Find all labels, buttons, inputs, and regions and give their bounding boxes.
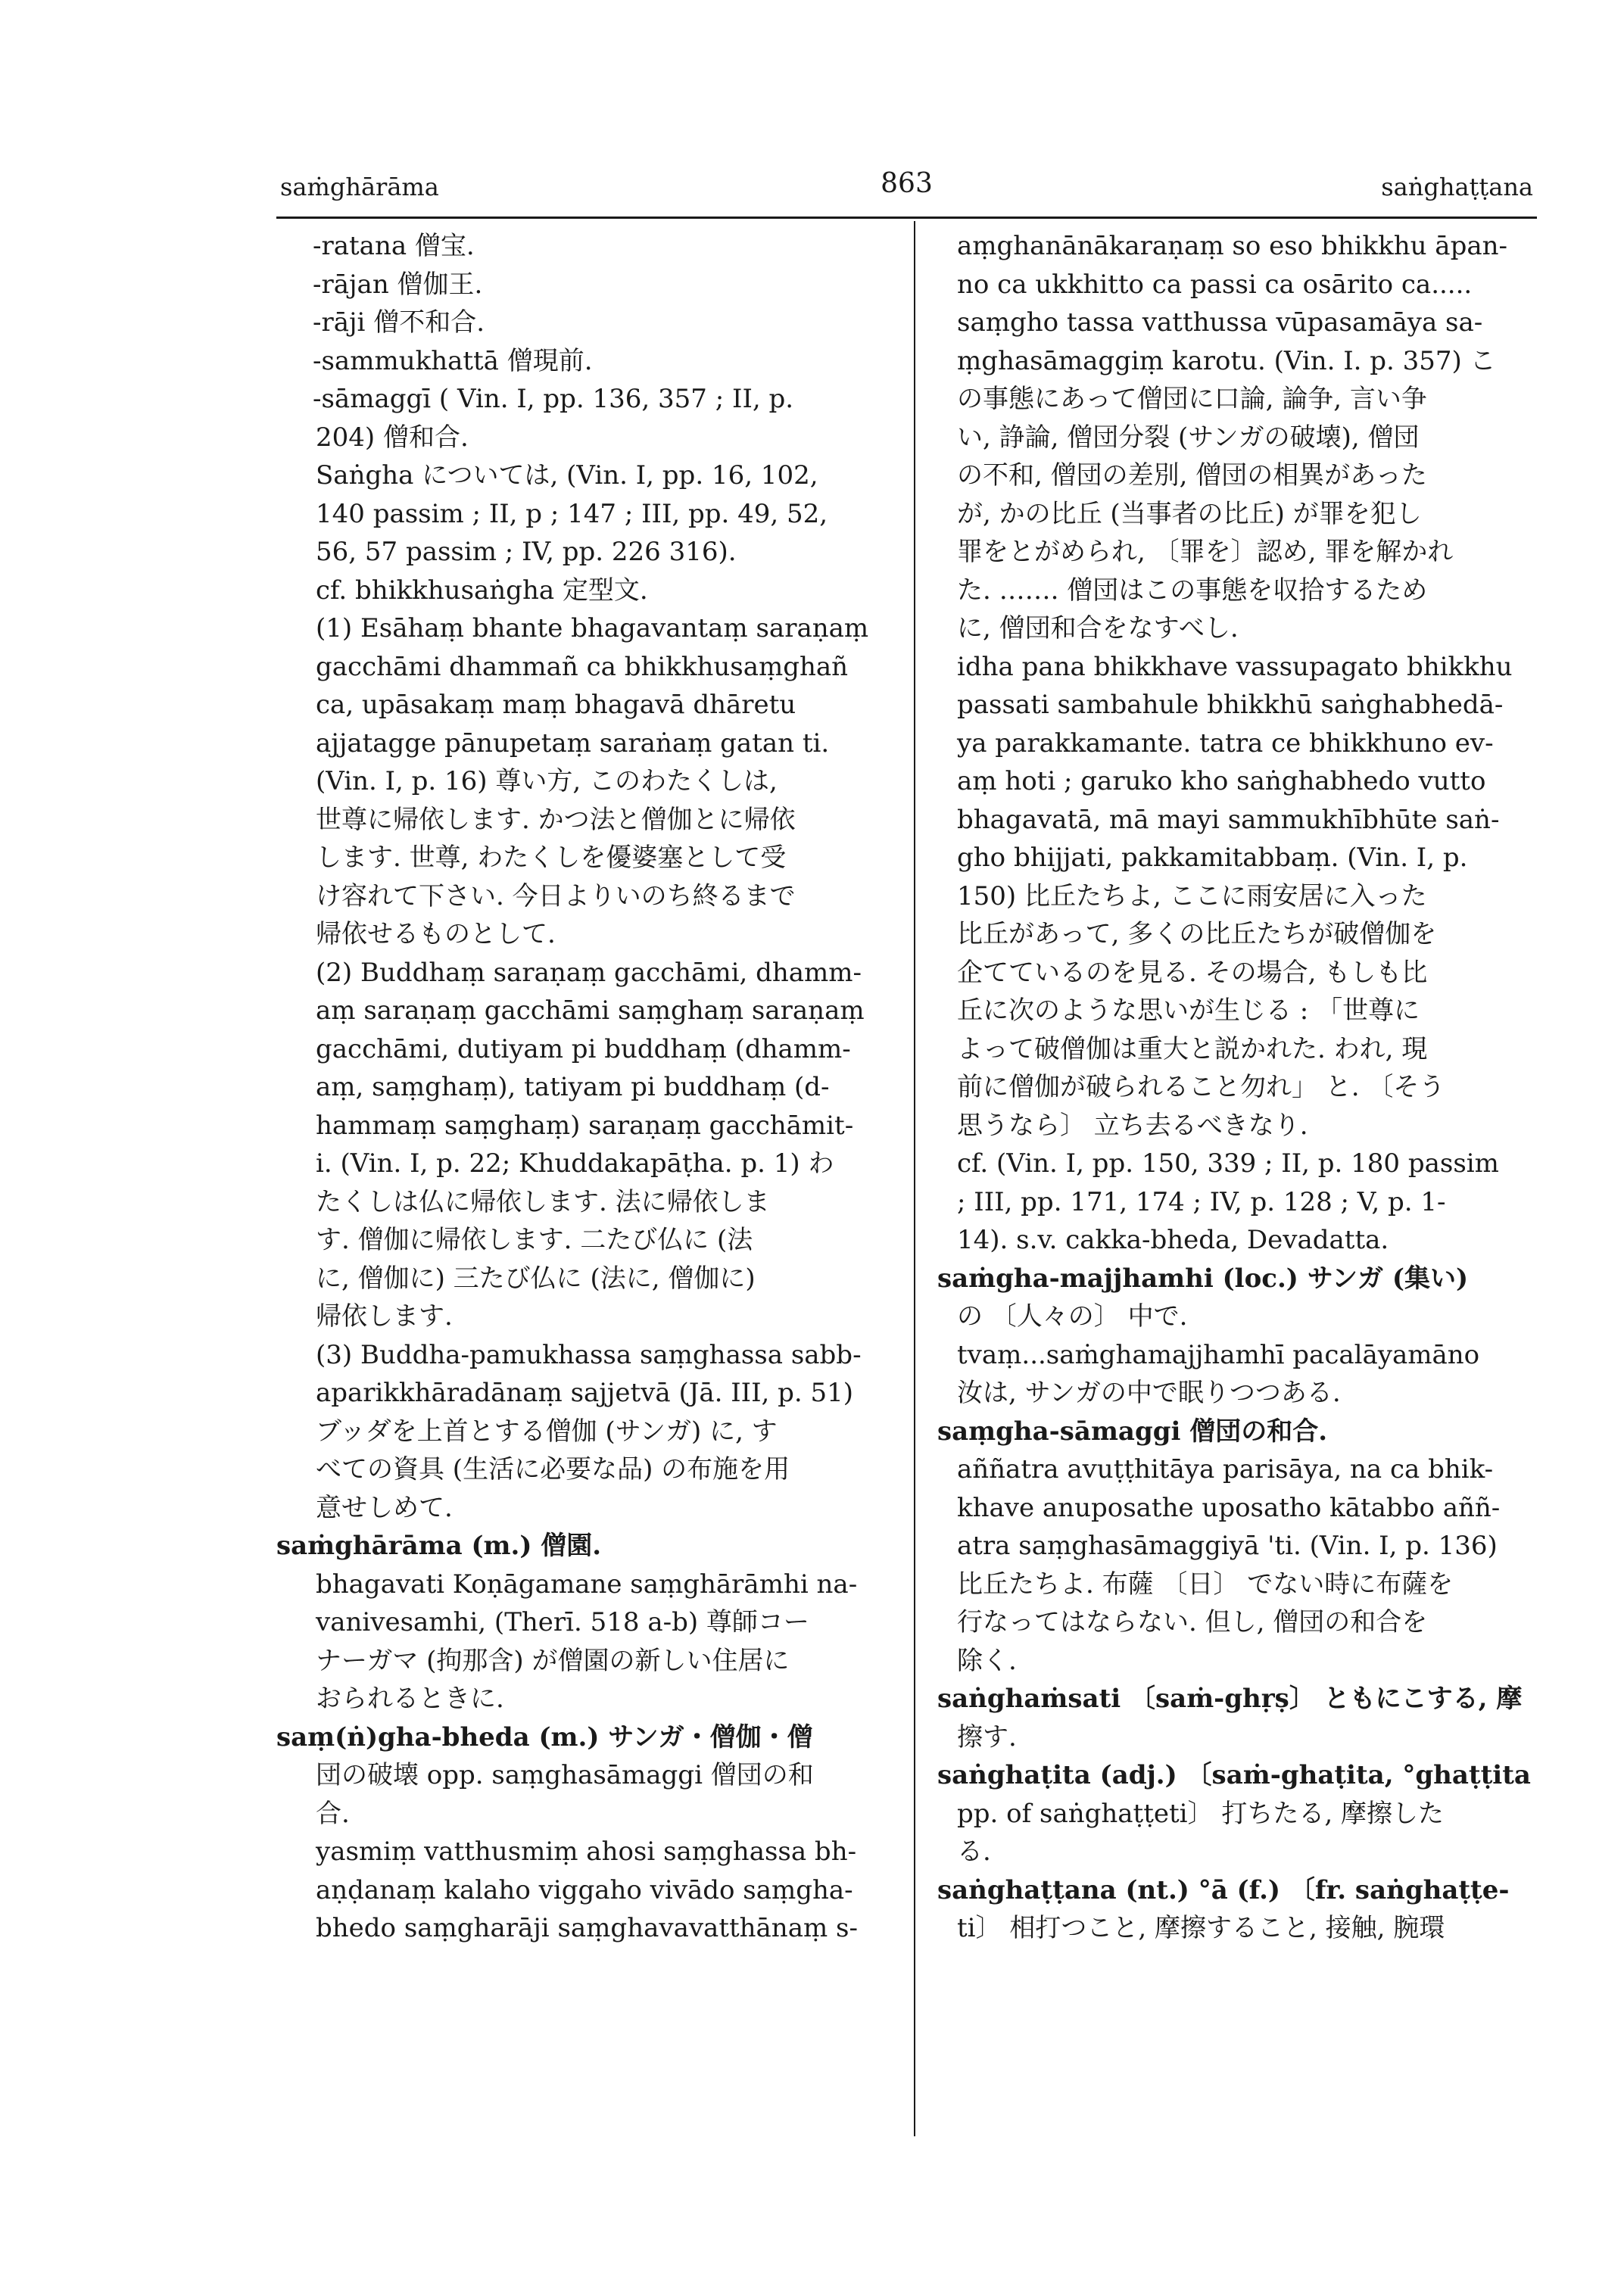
- entry-line: -sāmaggī ( Vin. I, pp. 136, 357 ; II, p.: [313, 384, 794, 414]
- entry-line: saṃgho tassa vatthussa vūpasamāya sa-: [957, 307, 1483, 338]
- headword-line: saṅghaṭṭana (nt.) °ā (f.) 〔fr. saṅghaṭṭe-: [937, 1874, 1510, 1905]
- headword-line: saṁghārāma (m.) 僧園.: [276, 1531, 602, 1561]
- entry-line: tvaṃ...saṁghamajjhamhī pacalāyamāno: [957, 1339, 1480, 1370]
- entry-line: 意せしめて.: [316, 1492, 453, 1523]
- entry-line: た. ……. 僧団はこの事態を収拾するため: [957, 575, 1428, 606]
- entry-line: します. 世尊, わたくしを優婆塞として受: [316, 843, 787, 873]
- entry-line: たくしは仏に帰依します. 法に帰依しま: [316, 1186, 770, 1217]
- entry-line: ca, upāsakaṃ maṃ bhagavā dhāretu: [316, 690, 796, 720]
- entry-line: bhedo saṃgharāji saṃghavavatthānaṃ s-: [316, 1913, 858, 1943]
- entry-line: よって破僧伽は重大と説かれた. われ, 現: [957, 1033, 1428, 1064]
- entry-line: -sammukhattā 僧現前.: [313, 345, 593, 376]
- entry-line: bhagavati Koṇāgamane saṃghārāmhi na-: [316, 1569, 858, 1600]
- right-running-headword: saṅghaṭṭana: [1381, 173, 1533, 201]
- entry-line: ブッダを上首とする僧伽 (サンガ) に, す: [316, 1416, 778, 1447]
- entry-line: yasmiṃ vatthusmiṃ ahosi saṃghassa bh-: [316, 1837, 857, 1867]
- entry-line: gho bhijjati, pakkamitabbaṃ. (Vin. I, p.: [957, 843, 1468, 873]
- entry-line: の不和, 僧団の差別, 僧団の相異があった: [957, 460, 1427, 491]
- entry-line: (1) Esāhaṃ bhante bhagavantaṃ saraṇaṃ: [316, 613, 869, 643]
- entry-line: が, かの比丘 (当事者の比丘) が罪を犯し: [957, 498, 1422, 529]
- left-column: [276, 227, 897, 1948]
- entry-line: 思うなら〕 立ち去るべきなり.: [957, 1110, 1308, 1141]
- entry-line: bhagavatā, mā mayi sammukhībhūte saṅ-: [957, 804, 1500, 835]
- entry-line: ナーガマ (拘那含) が僧園の新しい住居に: [316, 1645, 790, 1676]
- entry-line: おられるときに.: [316, 1684, 504, 1714]
- entry-line: gacchāmi, dutiyam pi buddhaṃ (dhamm-: [316, 1033, 851, 1064]
- entry-line: aṃghanānākaraṇaṃ so eso bhikkhu āpan-: [957, 231, 1507, 261]
- entry-line: aparikkhāradānaṃ sajjetvā (Jā. III, p. 51): [316, 1378, 854, 1408]
- entry-line: 除く.: [957, 1645, 1017, 1676]
- entry-line: (2) Buddhaṃ saraṇaṃ gacchāmi, dhamm-: [316, 957, 862, 988]
- entry-line: 企てているのを見る. その場合, もしも比: [957, 957, 1428, 988]
- entry-line: vanivesamhi, (Therī. 518 a-b) 尊師コー: [316, 1607, 809, 1637]
- entry-line: ya parakkamante. tatra ce bhikkhuno ev-: [957, 727, 1494, 759]
- entry-line: 150) 比丘たちよ, ここに雨安居に入った: [957, 880, 1427, 911]
- column-divider: [914, 221, 915, 2136]
- entry-line: 行なってはならない. 但し, 僧団の和合を: [957, 1607, 1428, 1637]
- entry-line: cf. (Vin. I, pp. 150, 339 ; II, p. 180 passim: [957, 1148, 1499, 1179]
- entry-line: い, 諍論, 僧団分裂 (サンガの破壊), 僧団: [957, 422, 1420, 453]
- entry-line: aṃ saraṇaṃ gacchāmi saṃghaṃ saraṇaṃ: [316, 995, 865, 1026]
- entry-line: hammaṃ saṃghaṃ) saraṇaṃ gacchāmit-: [316, 1110, 854, 1141]
- entry-line: aññatra avuṭṭhitāya parisāya, na ca bhik-: [957, 1454, 1494, 1485]
- entry-line: 汝は, サンガの中で眠りつつある.: [957, 1378, 1341, 1408]
- entry-line: 合.: [316, 1798, 350, 1829]
- entry-line: 比丘があって, 多くの比丘たちが破僧伽を: [957, 919, 1437, 949]
- entry-line: の事態にあって僧団に口論, 論争, 言い争: [957, 384, 1427, 414]
- header-rule: [276, 217, 1537, 219]
- entry-line: け容れて下さい. 今日よりいのち終るまで: [316, 880, 796, 911]
- entry-line: no ca ukkhitto ca passi ca osārito ca.....: [957, 269, 1473, 300]
- headword-line: saṃgha-sāmaggi 僧団の和合.: [937, 1416, 1328, 1447]
- entry-line: 罪をとがめられ, 〔罪を〕認め, 罪を解かれ: [957, 537, 1454, 567]
- entry-line: に, 僧伽に) 三たび仏に (法に, 僧伽に): [316, 1263, 756, 1294]
- headword-line: saṃ(ṅ)gha-bheda (m.) サンガ・僧伽・僧: [276, 1721, 813, 1752]
- entry-line: aṇḍanaṃ kalaho viggaho vivādo saṃgha-: [316, 1874, 853, 1905]
- entry-line: 丘に次のような思いが生じる : 「世尊に: [957, 995, 1420, 1026]
- entry-line: -ratana 僧宝.: [313, 231, 475, 261]
- entry-line: i. (Vin. I, p. 22; Khuddakapāṭha. p. 1) わ: [316, 1148, 834, 1179]
- headword-line: saṅghaṁsati 〔saṁ-ghṛṣ〕 ともにこする, 摩: [937, 1684, 1523, 1714]
- left-running-headword: saṁghārāma: [280, 173, 439, 201]
- entry-line: 204) 僧和合.: [316, 422, 469, 453]
- entry-line: す. 僧伽に帰依します. 二たび仏に (法: [316, 1225, 753, 1255]
- page-number: 863: [881, 168, 933, 199]
- entry-line: aṃ hoti ; garuko kho saṅghabhedo vutto: [957, 766, 1486, 796]
- entry-line: Saṅgha については, (Vin. I, pp. 16, 102,: [316, 460, 818, 491]
- entry-line: cf. bhikkhusaṅgha 定型文.: [316, 575, 648, 606]
- entry-line: ṃghasāmaggiṃ karotu. (Vin. I. p. 357) こ: [957, 345, 1496, 376]
- entry-line: 140 passim ; II, p ; 147 ; III, pp. 49, 52,: [316, 498, 828, 529]
- entry-line: 前に僧伽が破られること勿れ」 と. 〔そう: [957, 1072, 1445, 1102]
- entry-line: 団の破壊 opp. saṃghasāmaggi 僧団の和: [316, 1760, 814, 1790]
- entry-line: の 〔人々の〕 中で.: [957, 1301, 1188, 1332]
- entry-line: ajjatagge pānupetaṃ saraṅaṃ gatan ti.: [316, 727, 830, 759]
- entry-line: khave anuposathe uposatho kātabbo aññ-: [957, 1492, 1501, 1523]
- entry-line: に, 僧団和合をなすべし.: [957, 613, 1239, 643]
- entry-line: pp. of saṅghaṭṭeti〕 打ちたる, 摩擦した: [957, 1798, 1444, 1829]
- entry-line: 14). s.v. cakka-bheda, Devadatta.: [957, 1225, 1389, 1255]
- entry-line: 帰依します.: [316, 1301, 453, 1332]
- entry-line: (3) Buddha-pamukhassa saṃghassa sabb-: [316, 1339, 862, 1370]
- headword-line: saṅghaṭita (adj.) 〔saṁ-ghaṭita, °ghaṭṭita: [937, 1760, 1531, 1790]
- entry-line: ; III, pp. 171, 174 ; IV, p. 128 ; V, p. 1-: [957, 1186, 1446, 1217]
- entry-line: 世尊に帰依します. かつ法と僧伽とに帰依: [316, 804, 796, 835]
- right-column: [937, 227, 1539, 1948]
- entry-line: atra saṃghasāmaggiyā 'ti. (Vin. I, p. 136): [957, 1531, 1498, 1561]
- entry-line: 帰依せるものとして.: [316, 919, 556, 949]
- entry-line: 擦す.: [957, 1721, 1017, 1752]
- running-head: [280, 168, 1533, 218]
- entry-line: (Vin. I, p. 16) 尊い方, このわたくしは,: [316, 766, 778, 796]
- entry-line: 比丘たちよ. 布薩 〔日〕 でない時に布薩を: [957, 1569, 1454, 1600]
- entry-line: -rāji 僧不和合.: [313, 307, 485, 338]
- entry-line: idha pana bhikkhave vassupagato bhikkhu: [957, 651, 1513, 682]
- entry-line: -rājan 僧伽王.: [313, 269, 483, 300]
- entry-line: 56, 57 passim ; IV, pp. 226 316).: [316, 537, 737, 567]
- entry-line: ti〕 相打つこと, 摩擦すること, 接触, 腕環: [957, 1913, 1445, 1943]
- headword-line: saṁgha-majjhamhi (loc.) サンガ (集い): [937, 1263, 1469, 1294]
- entry-line: gacchāmi dhammañ ca bhikkhusaṃghañ: [316, 651, 849, 682]
- entry-line: る.: [957, 1837, 991, 1867]
- entry-line: べての資具 (生活に必要な品) の布施を用: [316, 1454, 790, 1485]
- entry-line: passati sambahule bhikkhū saṅghabhedā-: [957, 690, 1504, 720]
- entry-line: aṃ, saṃghaṃ), tatiyam pi buddhaṃ (d-: [316, 1072, 830, 1102]
